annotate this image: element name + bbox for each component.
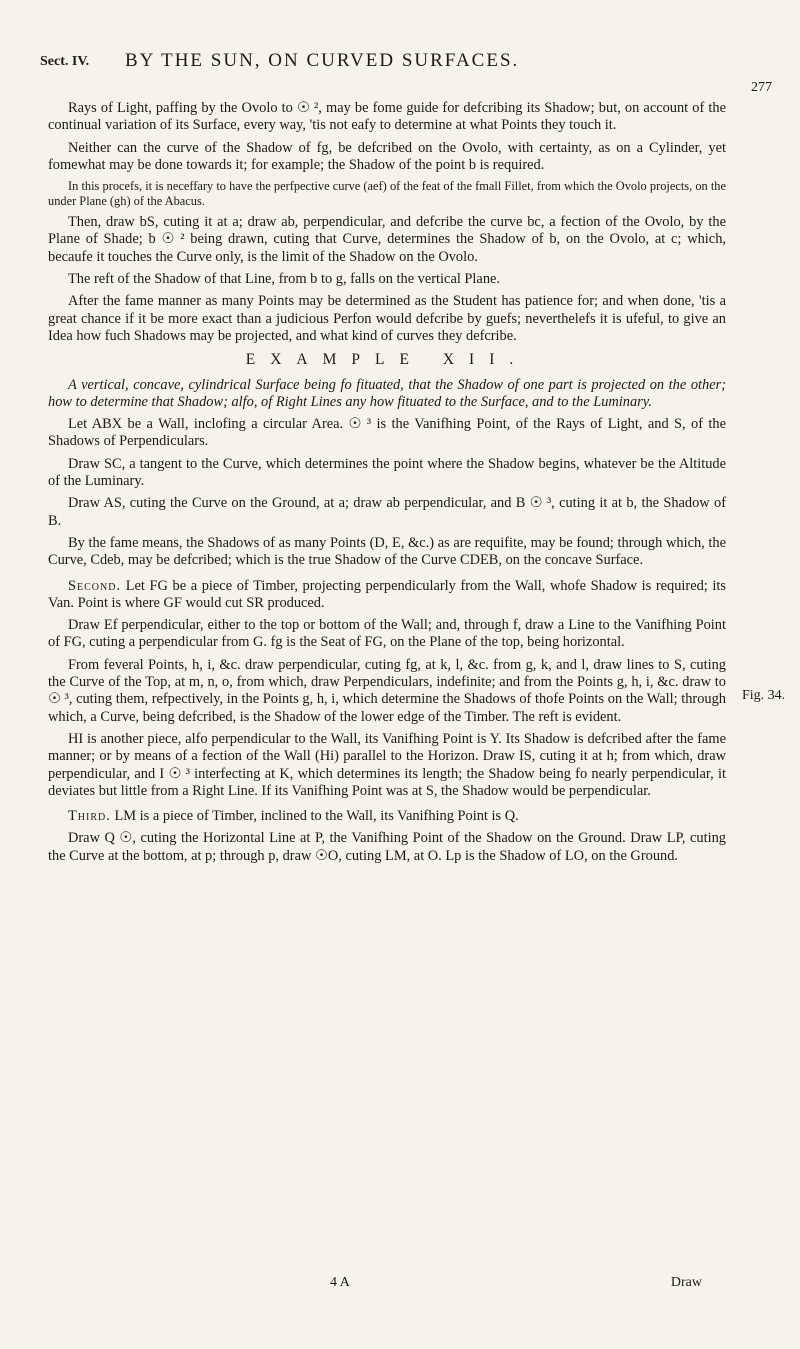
- page-body: [48, 100, 726, 870]
- paragraph: [48, 293, 726, 345]
- footnote: [48, 179, 726, 209]
- paragraph: [48, 456, 726, 491]
- paragraph: [48, 657, 726, 726]
- example-heading: [48, 351, 726, 368]
- proposition: [48, 377, 726, 412]
- paragraph: [48, 578, 726, 613]
- running-title: BY THE SUN, ON CURVED SURFACES.: [125, 50, 520, 71]
- paragraph: [48, 617, 726, 652]
- paragraph-text: Draw Q ☉, cuting the Horizontal Line at P, the Vanifhing Point of the Shadow on the Ground. Draw LP, cuting the Curve at the bottom, at p; through p, draw ☉O, cuting LM, at O. Lp is the Shadow of LO, on the Ground.: [48, 830, 726, 864]
- paragraph-text: After the fame manner as many Points may be determined as the Student has patience for; and when done, 'tis a great chance if it be more exact than a judicious Perfon would defcribe by guefs; neverthelefs it is ufeful, to give an Idea how fuch Shadows may be projected, and what kind of curves they defcribe.: [48, 293, 726, 344]
- paragraph: [48, 416, 726, 451]
- paragraph: [48, 271, 726, 288]
- paragraph-text: Neither can the curve of the Shadow of fg, be defcribed on the Ovolo, with certainty, as on a Cylinder, yet fomewhat may be done towards it; for example; the Shadow of the point b is required.: [48, 139, 726, 173]
- paragraph-text: Draw Ef perpendicular, either to the top or bottom of the Wall; and, through f, draw a Line to the Vanifhing Point of FG, cuting a perpendicular from G. fg is the Seat of FG, on the Plane of the top, being horizontal.: [48, 617, 726, 651]
- paragraph-text: Then, draw bS, cuting it at a; draw ab, perpendicular, and defcribe the curve bc, a fection of the Ovolo, by the Plane of Shade; b ☉ ² being drawn, cuting that Curve, determines the Shadow of b, on the Ovolo, at c; which, becaufe it touches the Curve only, is the limit of the Shadow on the Ovolo.: [48, 214, 726, 265]
- signature-mark: 4 A: [330, 1275, 350, 1290]
- paragraph-text: By the fame means, the Shadows of as many Points (D, E, &c.) as are requifite, may be found; through which, the Curve, Cdeb, may be defcribed; which is the true Shadow of the Curve CDEB, on the concave Surface.: [48, 534, 726, 569]
- paragraph-text: A vertical, concave, cylindrical Surface being fo fituated, that the Shadow of one part is projected on the other; how to determine that Shadow; alfo, of Right Lines any how fituated to the Surface, and to the Luminary.: [48, 376, 726, 410]
- paragraph: [48, 535, 726, 570]
- paragraph: [48, 214, 726, 266]
- section-lead: Second.: [68, 577, 122, 594]
- paragraph-text: HI is another piece, alfo perpendicular to the Wall, its Vanifhing Point is Y. Its Shadow is defcribed after the fame manner; or by means of a fection of the Wall (Hi) parallel to the Horizon. Draw IS, cuting it at h; from which, draw perpendicular, and I ☉ ³ interfecting at K, which determines its length; the Shadow being fo nearly perpendicular, it deviates but little from a Right Line. If its Vanifhing Point was at S, the Shadow would be perpendicular.: [48, 730, 726, 799]
- section-label: Sect. IV.: [40, 54, 90, 69]
- paragraph: [48, 808, 726, 825]
- catchword: Draw: [670, 1275, 702, 1290]
- paragraph-text: Let ABX be a Wall, inclofing a circular Area. ☉ ³ is the Vanifhing Point, of the Rays of Light, and S, of the Shadows of Perpendiculars.: [48, 416, 726, 450]
- paragraph-text: EXAMPLE XII.: [245, 351, 529, 369]
- paragraph: [48, 100, 726, 135]
- paragraph-text: Let FG be a piece of Timber, projecting perpendicularly from the Wall, whofe Shadow is required; its Van. Point is where GF would cut SR produced.: [48, 577, 727, 611]
- page-number: 277: [751, 80, 772, 95]
- paragraph: [48, 830, 726, 865]
- paragraph-text: Rays of Light, paffing by the Ovolo to ☉ ², may be fome guide for defcribing its Shadow; but, on account of the continual variation of its Surface, every way, 'tis not eafy to determine at what Points they touch it.: [48, 100, 726, 134]
- paragraph: [48, 495, 726, 530]
- paragraph: [48, 731, 726, 800]
- paragraph-text: In this procefs, it is neceffary to have the perfpective curve (aef) of the feat of the fmall Fillet, from which the Ovolo projects, on the under Plane (gh) of the Abacus.: [48, 179, 726, 209]
- paragraph-text: Draw AS, cuting the Curve on the Ground, at a; draw ab perpendicular, and B ☉ ³, cuting it at b, the Shadow of B.: [48, 495, 726, 529]
- paragraph-text: The reft of the Shadow of that Line, from b to g, falls on the vertical Plane.: [68, 271, 500, 288]
- paragraph-text: LM is a piece of Timber, inclined to the Wall, its Vanifhing Point is Q.: [114, 808, 519, 825]
- paragraph-text: Draw SC, a tangent to the Curve, which determines the point where the Shadow begins, whatever be the Altitude of the Luminary.: [48, 455, 726, 490]
- paragraph-text: From feveral Points, h, i, &c. draw perpendicular, cuting fg, at k, l, &c. from g, k, and l, draw lines to S, cuting the Curve of the Top, at m, n, o, from which, draw Perpendiculars, indefinite; and from the Points g, h, i, &c. draw to ☉ ³, cuting them, refpectively, in the Points g, h, i, which determine the Shadows of thofe Points on the Wall; through which, a Curve, being defcribed, is the Shadow of the lower edge of the Timber. The reft is evident.: [48, 656, 726, 725]
- figure-reference: Fig. 34.: [742, 688, 786, 703]
- running-header: [40, 50, 772, 95]
- section-lead: Third.: [68, 808, 111, 825]
- paragraph: [48, 140, 726, 175]
